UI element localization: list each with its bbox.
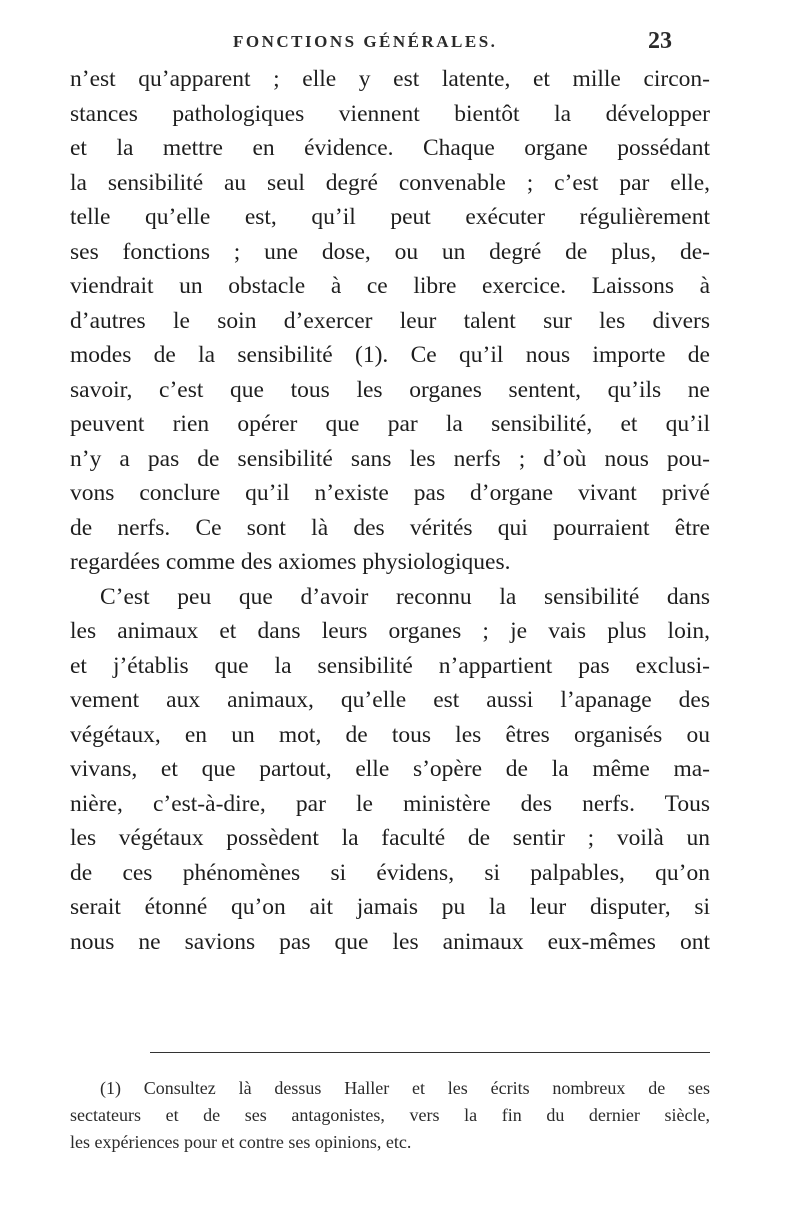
text-line: telle qu’elle est, qu’il peut exécuter régulièrement [70,204,710,230]
text-line: la sensibilité au seul degré convenable ; c’est par elle, [70,169,710,196]
paragraph-start-line: C’est peu que d’avoir reconnu la sensibilité dans [100,583,710,610]
text-line: et j’établis que la sensibilité n’appartient pas exclusi- [70,652,710,679]
text-line: vons conclure qu’il n’existe pas d’organe vivant privé [70,480,710,506]
text-line: n’y a pas de sensibilité sans les nerfs ; d’où nous pou- [70,445,710,472]
text-line: et la mettre en évidence. Chaque organe possédant [70,135,710,161]
text-line: n’est qu’apparent ; elle y est latente, et mille circon- [70,66,710,92]
text-line: vement aux animaux, qu’elle est aussi l’apanage des [70,687,710,713]
text-line: nous ne savions pas que les animaux eux-mêmes ont [70,928,710,955]
page-number: 23 [648,28,672,54]
text-line: d’autres le soin d’exercer leur talent sur les divers [70,307,710,334]
text-line: végétaux, en un mot, de tous les êtres organisés ou [70,721,710,748]
footnote [70,1075,710,1156]
text-line: stances pathologiques viennent bientôt la développer [70,100,710,127]
running-title: FONCTIONS GÉNÉRALES. [233,32,498,51]
text-line: savoir, c’est que tous les organes sentent, qu’ils ne [70,376,710,403]
text-line: nière, c’est-à-dire, par le ministère des nerfs. Tous [70,790,710,817]
text-line: ses fonctions ; une dose, ou un degré de plus, de- [70,238,710,265]
body-text [70,62,710,959]
text-line: viendrait un obstacle à ce libre exercice. Laissons à [70,273,710,299]
text-line: peuvent rien opérer que par la sensibilité, et qu’il [70,411,710,437]
text-line: les végétaux possèdent la faculté de sentir ; voilà un [70,825,710,851]
text-line: regardées comme des axiomes physiologiques. [70,549,511,575]
text-line: vivans, et que partout, elle s’opère de la même ma- [70,756,710,782]
footnote-line: sectateurs et de ses antagonistes, vers la fin du dernier siècle, [70,1105,710,1125]
text-line: de nerfs. Ce sont là des vérités qui pourraient être [70,514,710,541]
text-line: de ces phénomènes si évidens, si palpables, qu’on [70,859,710,886]
footnote-rule [150,1052,710,1053]
text-line: serait étonné qu’on ait jamais pu la leur disputer, si [70,894,710,920]
running-head [0,28,800,58]
footnote-line: les expériences pour et contre ses opinions, etc. [70,1132,412,1152]
footnote-line: (1) Consultez là dessus Haller et les écrits nombreux de ses [100,1078,710,1098]
text-line: modes de la sensibilité (1). Ce qu’il nous importe de [70,342,710,368]
text-line: les animaux et dans leurs organes ; je vais plus loin, [70,618,710,644]
